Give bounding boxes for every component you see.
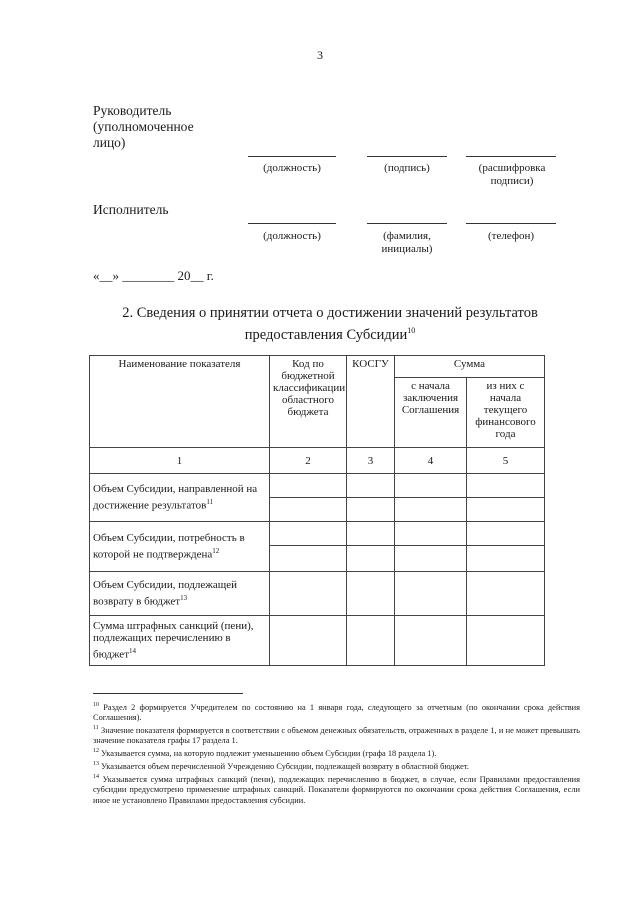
footnote-separator [93,693,243,694]
table-cell [467,616,545,666]
table-cell [347,474,395,498]
table-cell [467,474,545,498]
table-cell [467,546,545,572]
table-cell [347,546,395,572]
performer-position-line [248,223,336,224]
head-name-line [466,156,556,157]
performer-phone-line [466,223,556,224]
header-code: Код по бюджетной классификации областного бюджета [270,356,347,448]
header-name: Наименование показателя [90,356,270,448]
head-label: Руководитель (уполномоченное лицо) [93,103,194,150]
footnote: $^{11}$ Значение показателя формируется в соответствии с объемом денежных обязательств, отраженных в разделе 1, и не может превышать значение показателя графы 17 раздела 1. [93,725,580,746]
head-position-line [248,156,336,157]
section-title-text: 2. Сведения о принятии отчета о достижении значений результатов предоставления Субсидии [122,305,538,343]
head-position-caption: (должность) [263,162,321,174]
table-cell [395,572,467,616]
row-label: Объем Субсидии, подлежащей возврату в бюджет$^{13}$ [90,572,270,616]
table-cell [395,474,467,498]
performer-label: Исполнитель [93,202,169,217]
page-number: 3 [317,48,323,62]
column-number: 1 [90,448,270,474]
header-kosgu: КОСГУ [347,356,395,448]
header-sum-current-year: из них с начала текущего финансового года [467,378,545,448]
table-cell [347,498,395,522]
section-title [80,305,580,344]
table-cell [395,546,467,572]
row-label: Объем Субсидии, потребность в которой не подтверждена$^{12}$ [90,522,270,572]
date-line: «__» ________ 20__ г. [93,268,214,283]
column-number: 2 [270,448,347,474]
row-label: Объем Субсидии, направленной на достижение результатов$^{11}$ [90,474,270,522]
header-sum-from-start: с начала заключения Соглашения [395,378,467,448]
table-cell [467,572,545,616]
footnote: $^{13}$ Указывается объем перечисленной Учреждению Субсидии, подлежащей возврату в областной бюджет. [93,761,470,772]
footnote: $^{14}$ Указывается сумма штрафных санкций (пени), подлежащих перечислению в бюджет, в случае, если Правилами предоставления субсидии предусмотрено применение штрафных санкций. Показатели формируются по окончании срока действия Соглашения, если иное не установлено Правилами предоставления субсидии. [93,774,581,805]
head-signature-caption: (подпись) [384,162,430,174]
table-cell [270,616,347,666]
head-signature-line [367,156,447,157]
performer-phone-caption: (телефон) [487,230,535,242]
performer-name-line [367,223,447,224]
section-title-footnote-ref: 10 [407,326,416,335]
table-cell [270,498,347,522]
table-cell [467,498,545,522]
table-cell [270,546,347,572]
performer-name-caption: (фамилия, инициалы) [381,230,433,255]
table-cell [395,522,467,546]
table-cell [347,616,395,666]
table-cell [347,522,395,546]
table-cell [270,474,347,498]
footnote: $^{10}$ Раздел 2 формируется Учредителем по состоянию на 1 января года, следующего за отчетным (по окончании срока действия Соглашения). [93,702,581,722]
column-number: 3 [347,448,395,474]
table-cell [347,572,395,616]
header-sum: Сумма [395,356,545,378]
performer-position-caption: (должность) [263,230,321,242]
table-cell [395,616,467,666]
column-number: 4 [395,448,467,474]
row-label: Сумма штрафных санкций (пени), подлежащих перечислению в бюджет$^{14}$ [90,616,270,666]
head-name-caption: (расшифровка подписи) [478,162,546,187]
footnotes [93,700,580,806]
table-cell [395,498,467,522]
table-cell [270,522,347,546]
report-acceptance-table [89,355,545,666]
column-number: 5 [467,448,545,474]
table-cell [270,572,347,616]
footnote: $^{12}$ Указывается сумма, на которую подлежит уменьшению объем Субсидии (графа 18 раздела 1). [93,748,437,759]
table-cell [467,522,545,546]
